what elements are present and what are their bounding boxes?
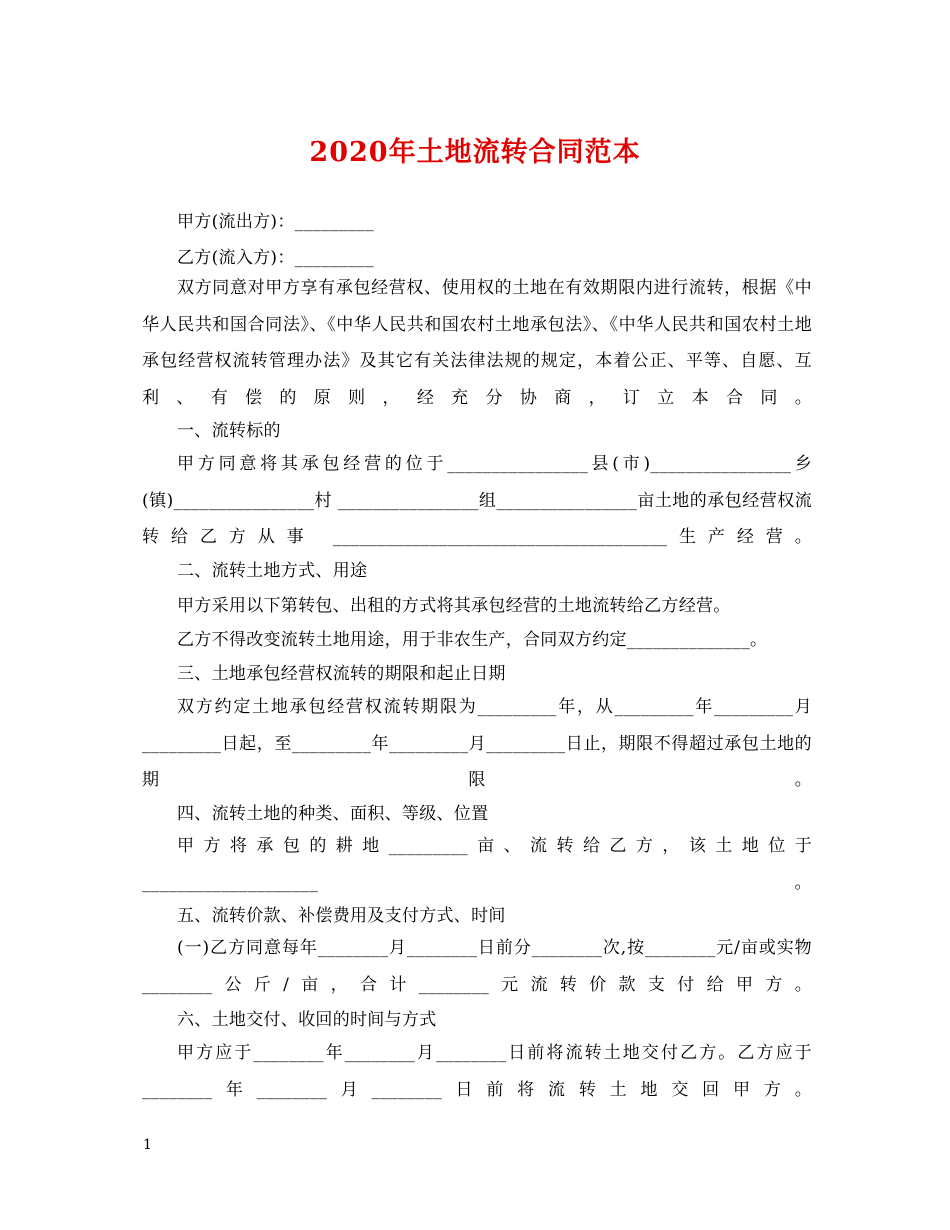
section-4-heading: 四、流转土地的种类、面积、等级、位置 <box>177 804 489 824</box>
section-3-heading: 三、土地承包经营权流转的期限和起止日期 <box>177 664 506 684</box>
party-a-line: 甲方(流出方)：_________ <box>177 212 374 232</box>
section-2-heading: 二、流转土地方式、用途 <box>177 561 368 581</box>
party-b-line: 乙方(流入方)：_________ <box>177 248 374 268</box>
section-2-body-2: 乙方不得改变流转土地用途，用于非农生产，合同双方约定______________。 <box>177 630 768 650</box>
section-5-heading: 五、流转价款、补偿费用及支付方式、时间 <box>177 906 506 926</box>
section-3-body: 双方约定土地承包经营权流转期限为_________年，从_________年_________月_________日起，至_________年_________月_________日止，期限不得超过承包土地的期限。 <box>142 697 812 790</box>
section-4-body: 甲方将承包的耕地_________亩、流转给乙方，该土地位于____________________。 <box>142 836 812 893</box>
page-number: 1 <box>143 1137 152 1153</box>
preamble-paragraph: 双方同意对甲方享有承包经营权、使用权的土地在有效期限内进行流转，根据《中华人民共和国合同法》、《中华人民共和国农村土地承包法》、《中华人民共和国农村土地承包经营权流转管理办法》及其它有关法律法规的规定，本着公正、平等、自愿、互利、有偿的原则，经充分协商，订立本合同。 <box>142 278 812 408</box>
section-6-body: 甲方应于________年________月________日前将流转土地交付乙方。乙方应于________年________月________日前将流转土地交回甲方。 <box>142 1043 812 1100</box>
section-6-heading: 六、土地交付、收回的时间与方式 <box>177 1010 437 1030</box>
section-1-heading: 一、流转标的 <box>177 421 281 441</box>
section-2-body-1: 甲方采用以下第转包、出租的方式将其承包经营的土地流转给乙方经营。 <box>177 596 731 616</box>
section-1-body: 甲方同意将其承包经营的位于________________县(市)________________乡(镇)________________村 ________________组________________亩土地的承包经营权流转给乙方从事 ______________________________________生产经营。 <box>142 454 812 547</box>
document-title: 2020年土地流转合同范本 <box>309 137 641 168</box>
section-5-body: (一)乙方同意每年________月________日前分________次,按________元/亩或实物________公斤/亩，合计________元流转价款支付给甲方。 <box>142 938 812 995</box>
